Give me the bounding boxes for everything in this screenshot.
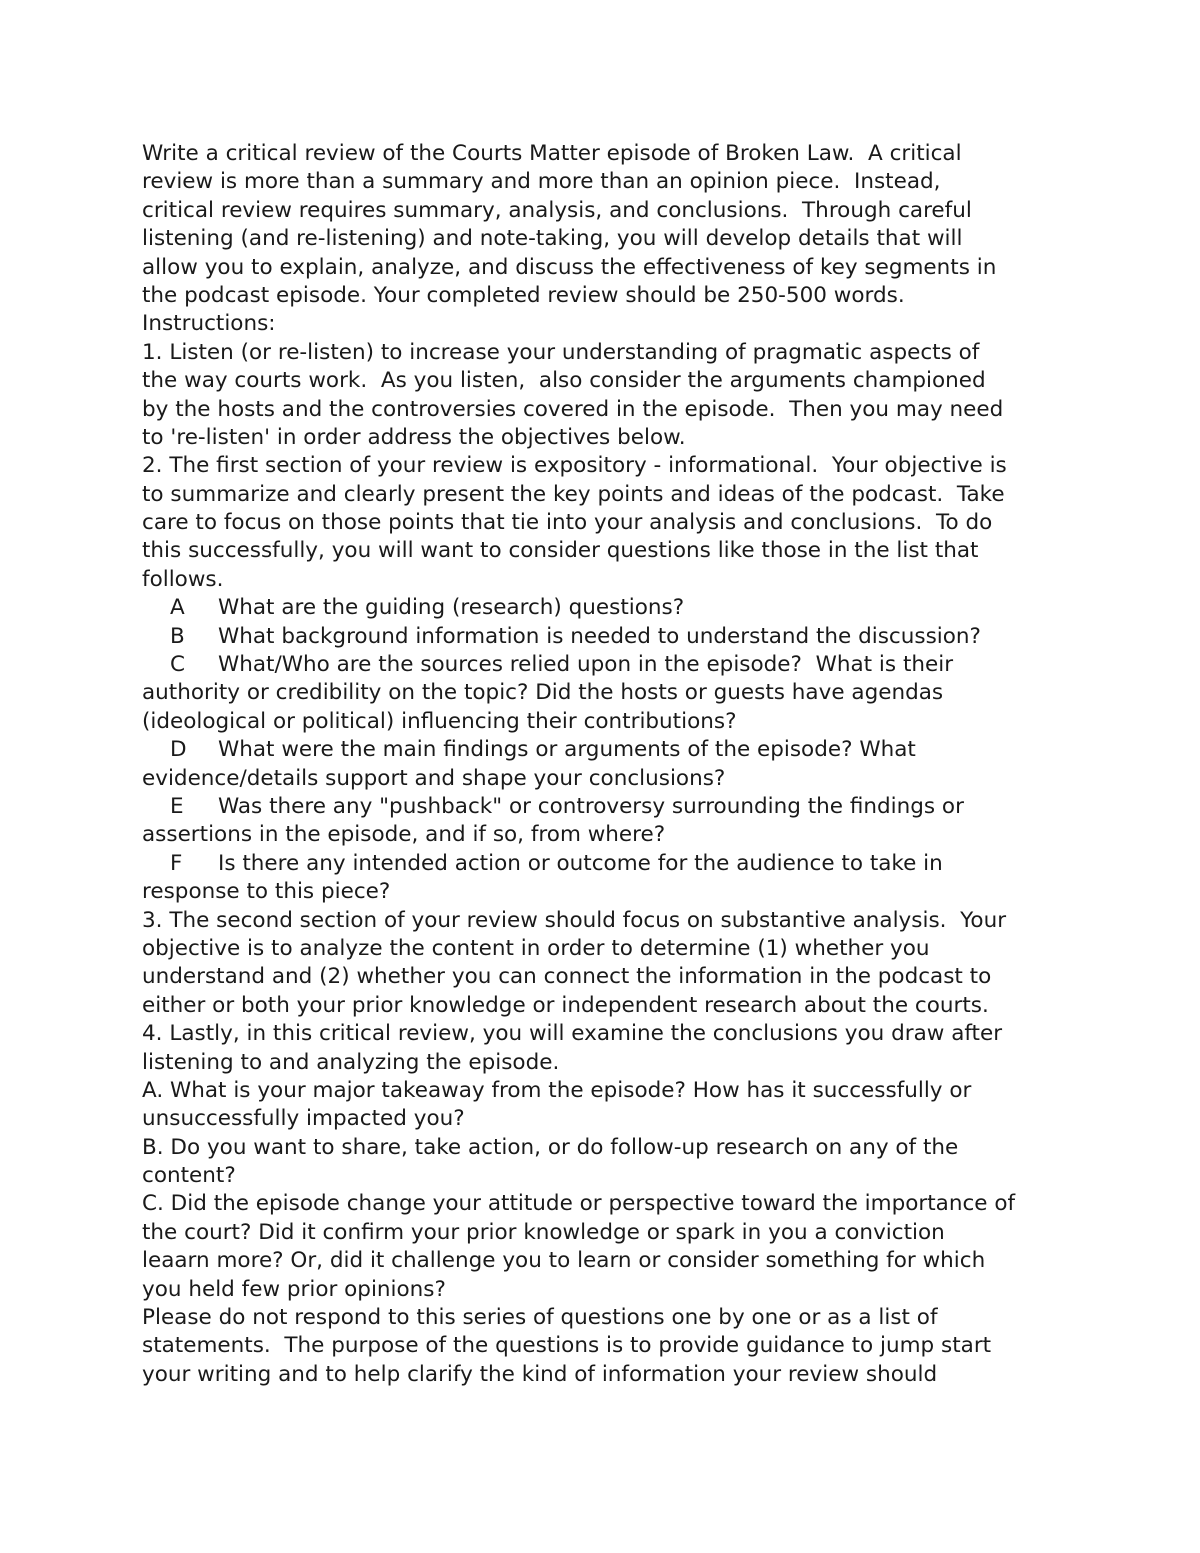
text-line: unsuccessfully impacted you? [142, 1106, 465, 1132]
list-item-letter: C [170, 652, 186, 678]
text-line: 2. The first section of your review is expository - informational. Your objective is [142, 453, 1007, 479]
list-item-text: What are the guiding (research) questions? [218, 595, 685, 621]
text-line: to summarize and clearly present the key points and ideas of the podcast. Take [142, 481, 1005, 507]
question-list [142, 594, 1082, 906]
document-body [142, 140, 1082, 1389]
text-line: statements. The purpose of the questions is to provide guidance to jump start [142, 1333, 992, 1359]
list-item-text: Was there any "pushback" or controversy surrounding the findings or [218, 793, 964, 819]
text-line: allow you to explain, analyze, and discuss the effectiveness of key segments in [142, 254, 997, 280]
list-item-letter: D [170, 737, 187, 763]
text-line: 4. Lastly, in this critical review, you will examine the conclusions you draw after [142, 1021, 1003, 1047]
list-item-continuation: evidence/details support and shape your conclusions? [142, 765, 726, 791]
text-line: the way courts work. As you listen, also consider the arguments championed [142, 368, 986, 394]
text-line: A. What is your major takeaway from the episode? How has it successfully or [142, 1077, 972, 1103]
text-line: content? [142, 1163, 236, 1189]
text-line: review is more than a summary and more than an opinion piece. Instead, [142, 169, 941, 195]
text-line: either or both your prior knowledge or independent research about the courts. [142, 992, 989, 1018]
list-item [142, 736, 1082, 793]
text-line: understand and (2) whether you can connect the information in the podcast to [142, 964, 992, 990]
list-item-text: What were the main findings or arguments of the episode? What [218, 737, 916, 763]
text-line: objective is to analyze the content in order to determine (1) whether you [142, 935, 930, 961]
instructions-heading: Instructions: [142, 311, 276, 337]
list-item-text: Is there any intended action or outcome for the audience to take in [218, 850, 943, 876]
text-line: 1. Listen (or re-listen) to increase your understanding of pragmatic aspects of [142, 339, 980, 365]
list-item [142, 623, 1082, 651]
text-line: Please do not respond to this series of questions one by one or as a list of [142, 1305, 938, 1331]
list-item-letter: E [170, 793, 184, 819]
text-line: C. Did the episode change your attitude or perspective toward the importance of [142, 1191, 1016, 1217]
list-item [142, 651, 1082, 736]
text-line: critical review requires summary, analysis, and conclusions. Through careful [142, 197, 972, 223]
text-line: care to focus on those points that tie into your analysis and conclusions. To do [142, 510, 993, 536]
intro-block [142, 140, 1082, 594]
list-item-text: What background information is needed to understand the discussion? [218, 623, 981, 649]
list-item-letter: B [170, 623, 185, 649]
text-line: your writing and to help clarify the kind of information your review should [142, 1361, 938, 1387]
text-line: by the hosts and the controversies covered in the episode. Then you may need [142, 396, 1004, 422]
list-item-continuation: assertions in the episode, and if so, from where? [142, 822, 666, 848]
list-item [142, 793, 1082, 850]
text-line: the podcast episode. Your completed review should be 250-500 words. [142, 282, 905, 308]
list-item-letter: F [170, 850, 183, 876]
text-line: 3. The second section of your review should focus on substantive analysis. Your [142, 907, 1007, 933]
text-line: Write a critical review of the Courts Matter episode of Broken Law. A critical [142, 141, 962, 166]
list-item-text: What/Who are the sources relied upon in the episode? What is their [218, 652, 954, 678]
list-item [142, 594, 1082, 622]
list-item-continuation: (ideological or political) influencing their contributions? [142, 708, 737, 734]
text-line: listening to and analyzing the episode. [142, 1049, 560, 1075]
text-line: B. Do you want to share, take action, or do follow-up research on any of the [142, 1134, 959, 1160]
closing-block [142, 907, 1082, 1390]
list-item [142, 850, 1082, 907]
text-line: to 're-listen' in order address the objectives below. [142, 424, 686, 450]
text-line: you held few prior opinions? [142, 1276, 446, 1302]
text-line: leaarn more? Or, did it challenge you to learn or consider something for which [142, 1248, 986, 1274]
text-line: the court? Did it confirm your prior knowledge or spark in you a conviction [142, 1219, 945, 1245]
list-item-letter: A [170, 595, 185, 621]
text-line: listening (and re-listening) and note-taking, you will develop details that will [142, 226, 963, 252]
list-item-continuation: response to this piece? [142, 879, 391, 905]
list-item-continuation: authority or credibility on the topic? Did the hosts or guests have agendas [142, 680, 944, 706]
text-line: this successfully, you will want to consider questions like those in the list that [142, 538, 979, 564]
text-line: follows. [142, 566, 224, 592]
